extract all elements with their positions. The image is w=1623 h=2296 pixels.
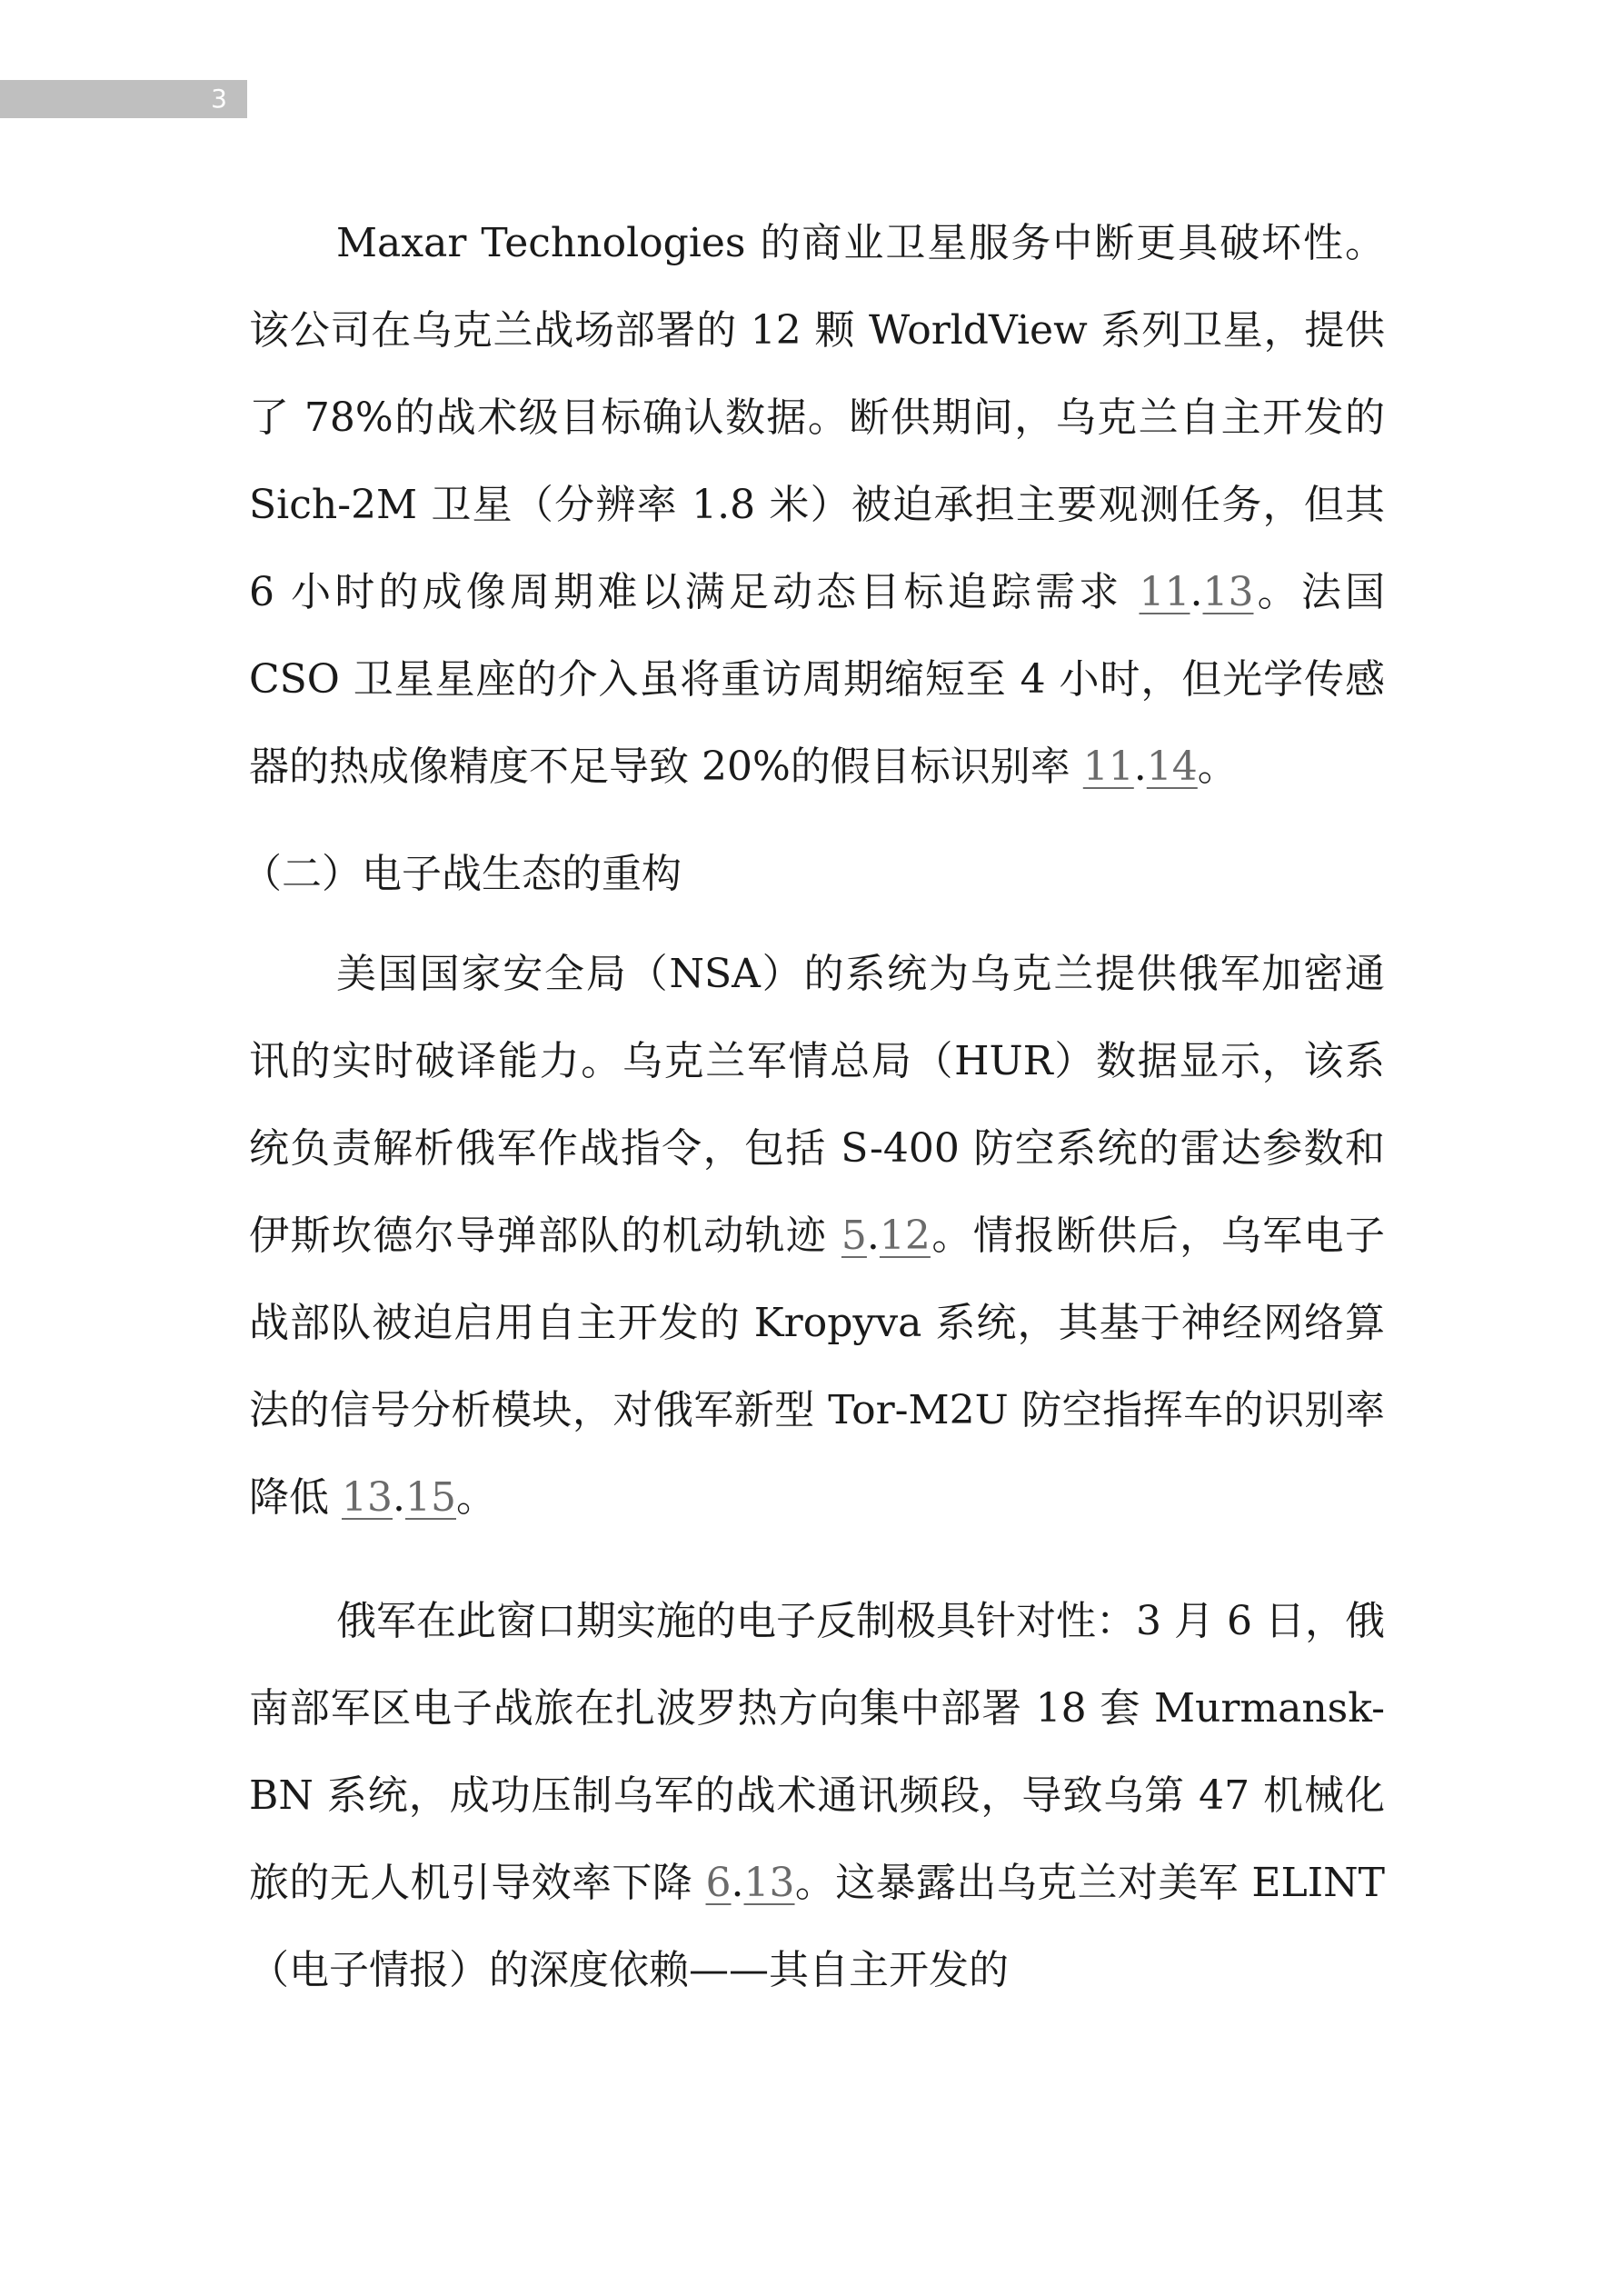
- section-heading: （二）电子战生态的重构: [242, 851, 682, 897]
- paragraph-text: 。: [1197, 744, 1238, 790]
- paragraph-text: 美国国家安全局（NSA）的系统为乌克兰提供俄军加密通讯的实时破译能力。乌克兰军情总局（HUR）数据显示，该系统负责解析俄军作战指令，包括 S-400 防空系统的雷达参数和伊斯坎德尔导弹部队的机动轨迹: [249, 951, 1385, 1259]
- paragraph-maxar: Maxar Technologies 的商业卫星服务中断更具破坏性。该公司在乌克兰战场部署的 12 颗 WorldView 系列卫星，提供了 78%的战术级目标确认数据。断供期间，乌克兰自主开发的 Sich-2M 卫星（分辨率 1.8 米）被迫承担主要观测任务，但其 6 小时的成像周期难以满足动态目标追踪需求 11.13。法国 CSO 卫星星座的介入虽将重访周期缩短至 4 小时，但光学传感器的热成像精度不足导致 20%的假目标识别率 11.14。: [249, 220, 1386, 790]
- paragraph-text: 俄军在此窗口期实施的电子反制极具针对性：3 月 6 日，俄南部军区电子战旅在扎波罗热方向集中部署 18 套 Murmansk-BN 系统，成功压制乌军的战术通讯频段，导致乌第 47 机械化旅的无人机引导效率下降: [249, 1598, 1385, 1906]
- citation-link[interactable]: 13: [342, 1474, 393, 1521]
- paragraph-text: 。法国 CSO 卫星星座的介入虽将重访周期缩短至 4 小时，但光学传感器的热成像精度不足导致 20%的假目标识别率: [249, 569, 1386, 790]
- paragraph-electronic-countermeasures: 俄军在此窗口期实施的电子反制极具针对性：3 月 6 日，俄南部军区电子战旅在扎波罗热方向集中部署 18 套 Murmansk-BN 系统，成功压制乌军的战术通讯频段，导致乌第 47 机械化旅的无人机引导效率下降 6.13。这暴露出乌克兰对美军 ELINT（电子情报）的深度依赖——其自主开发的: [249, 1598, 1385, 1993]
- citation-link[interactable]: 12: [879, 1213, 931, 1259]
- citation-link[interactable]: 14: [1146, 744, 1198, 790]
- paragraph-text: Maxar Technologies 的商业卫星服务中断更具破坏性。该公司在乌克兰战场部署的 12 颗 WorldView 系列卫星，提供了 78%的战术级目标确认数据。断供期间，乌克兰自主开发的 Sich-2M 卫星（分辨率 1.8 米）被迫承担主要观测任务，但其 6 小时的成像周期难以满足动态目标追踪需求: [249, 220, 1385, 615]
- citation-link[interactable]: 11: [1082, 744, 1134, 790]
- citation-link[interactable]: 13: [1202, 569, 1254, 615]
- citation-link[interactable]: 15: [405, 1474, 456, 1521]
- document-body: [242, 200, 1386, 2014]
- paragraph-text: 。情报断供后，乌军电子战部队被迫启用自主开发的 Kropyva 系统，其基于神经网络算法的信号分析模块，对俄军新型 Tor-M2U 防空指挥车的识别率降低: [249, 1213, 1385, 1521]
- page-number: 3: [211, 84, 227, 114]
- paragraph-text: 。这暴露出乌克兰对美军 ELINT（电子情报）的深度依赖——其自主开发的: [249, 1860, 1385, 1993]
- citation-link[interactable]: 11: [1139, 569, 1190, 615]
- paragraph-nsa: 美国国家安全局（NSA）的系统为乌克兰提供俄军加密通讯的实时破译能力。乌克兰军情总局（HUR）数据显示，该系统负责解析俄军作战指令，包括 S-400 防空系统的雷达参数和伊斯坎德尔导弹部队的机动轨迹 5.12。情报断供后，乌军电子战部队被迫启用自主开发的 Kropyva 系统，其基于神经网络算法的信号分析模块，对俄军新型 Tor-M2U 防空指挥车的识别率降低 13.15。: [249, 951, 1385, 1521]
- citation-link[interactable]: 13: [743, 1860, 795, 1906]
- citation-link[interactable]: 5: [841, 1213, 867, 1259]
- paragraph-text: 。: [456, 1474, 496, 1521]
- citation-link[interactable]: 6: [705, 1860, 732, 1906]
- page-number-tab: [0, 80, 247, 118]
